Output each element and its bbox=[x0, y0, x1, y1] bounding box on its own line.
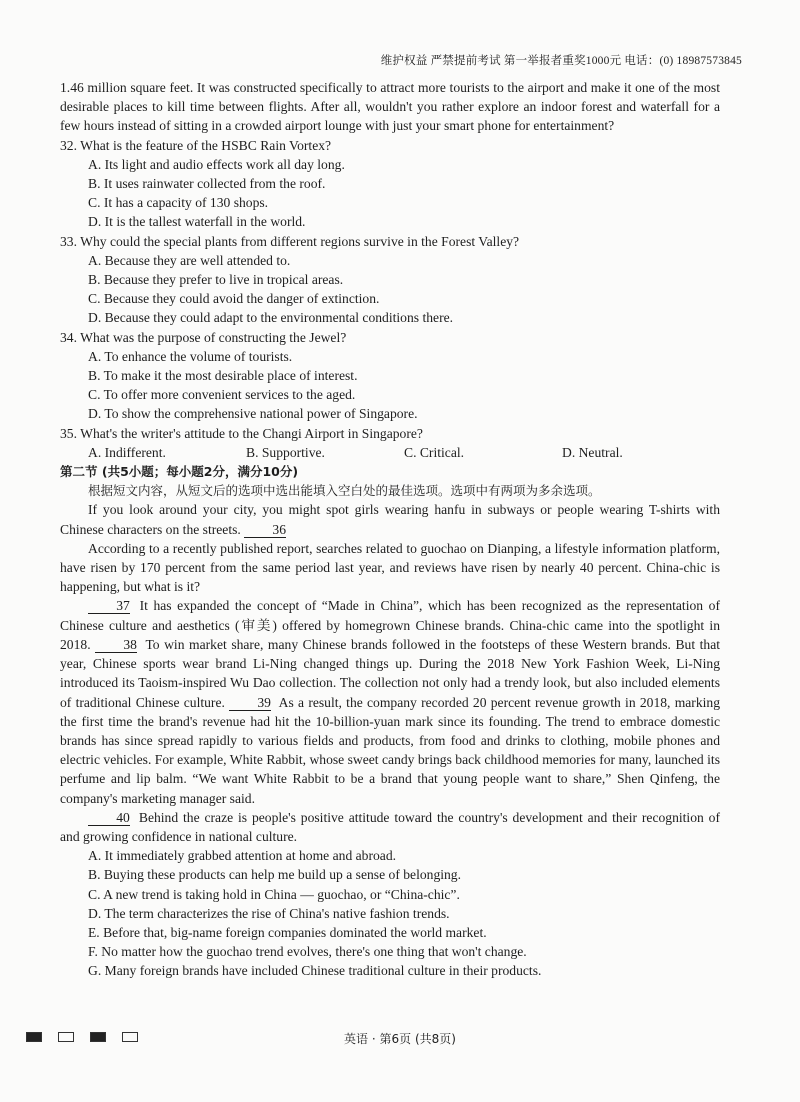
paragraph-text: Behind the craze is people's positive attitude toward the country's development and their recognition of and growing confidence in national culture. bbox=[60, 809, 720, 844]
question-stem: 35. What's the writer's attitude to the Changi Airport in Singapore? bbox=[60, 425, 423, 441]
option: B. Supportive. bbox=[246, 444, 325, 460]
choice: B. Buying these products can help me build up a sense of belonging. bbox=[88, 867, 462, 883]
option: D. Neutral. bbox=[562, 444, 623, 460]
choice: D. The term characterizes the rise of China's native fashion trends. bbox=[88, 905, 450, 921]
passage-tail: 1.46 million square feet. It was constructed specifically to attract more tourists to the airport and make it one of the most desirable places to kill time between flights. After all, wouldn't you rather explore an indoor forest and waterfall for a few hours instead of sitting in a crowded airport lounge with just your smart phone for entertainment? bbox=[60, 80, 720, 134]
question-stem: 34. What was the purpose of constructing the Jewel? bbox=[60, 329, 347, 345]
blank-39: 39 bbox=[229, 695, 271, 711]
option: C. Because they could avoid the danger of extinction. bbox=[88, 291, 380, 307]
page-header: 维护权益 严禁提前考试 第一举报者重奖1000元 电话：(0) 18987573845 bbox=[380, 55, 742, 67]
choice: E. Before that, big-name foreign companies dominated the world market. bbox=[88, 924, 487, 940]
option: A. Because they are well attended to. bbox=[88, 252, 291, 268]
option: A. To enhance the volume of tourists. bbox=[88, 348, 293, 364]
question-stem: 33. Why could the special plants from different regions survive in the Forest Valley? bbox=[60, 233, 520, 249]
choice: A. It immediately grabbed attention at home and abroad. bbox=[88, 848, 397, 864]
option: C. To offer more convenient services to the aged. bbox=[88, 387, 356, 403]
choice: F. No matter how the guochao trend evolves, there's one thing that won't change. bbox=[88, 944, 527, 960]
blank-40: 40 bbox=[88, 810, 130, 826]
paragraph-text: It has expanded the concept of “Made in China”, which has been recognized as the representation of Chinese culture and aesthetics (审美) offered by homegrown Chinese brands. China-chic came into the spotlight in 2018. bbox=[60, 598, 720, 652]
paragraph-text: If you look around your city, you might spot girls wearing hanfu in subways or people wearing T-shirts with Chinese characters on the streets. bbox=[60, 502, 720, 537]
option: C. Critical. bbox=[404, 444, 465, 460]
passage-paragraph: According to a recently published report, searches related to guochao on Dianping, a lifestyle information platform, have risen by 170 percent from the same period last year, and reviews have risen by nearly 40 percent. China-chic is happening, but what is it? bbox=[60, 540, 720, 595]
option: B. Because they prefer to live in tropical areas. bbox=[88, 272, 344, 288]
page-content bbox=[60, 78, 720, 981]
blank-36: 36 bbox=[244, 522, 286, 538]
section-title: 第二节 (共5小题；每小题2分，满分10分) bbox=[60, 464, 299, 480]
question-32 bbox=[60, 136, 720, 232]
passage-paragraph bbox=[60, 596, 720, 807]
question-35 bbox=[60, 424, 720, 462]
option-row bbox=[88, 443, 720, 462]
passage-paragraph bbox=[60, 808, 720, 846]
option: B. To make it the most desirable place of interest. bbox=[88, 368, 358, 384]
blank-37: 37 bbox=[88, 598, 130, 614]
option: A. Its light and audio effects work all day long. bbox=[88, 156, 345, 172]
choice: G. Many foreign brands have included Chinese traditional culture in their products. bbox=[88, 963, 542, 979]
answer-choices bbox=[60, 846, 720, 980]
question-stem: 32. What is the feature of the HSBC Rain Vortex? bbox=[60, 137, 332, 153]
paragraph-text: To win market share, many Chinese brands followed in the footsteps of these Western brands. But that year, Chinese sports wear brand Li-Ning changed things up. During the 2018 New York Fashion Week, Li-Ning introduced its Taoism-inspired Wu Dao collection. The collection not only had a trendy look, but also included elements of traditional Chinese culture. bbox=[60, 636, 721, 710]
blank-38: 38 bbox=[95, 637, 137, 653]
paragraph-text: As a result, the company recorded 20 percent revenue growth in 2018, marking the first time the brand's revenue had hit the 10-billion-yuan mark since its founding. The trend to embrace domestic brands has since spread rapidly to various fields and products, from food and drinks to clothing, mobile phones and electric vehicles. For example, White Rabbit, whose sweet candy brings back childhood memories for many, launched its perfume and lip balm. “We want White Rabbit to be a brand that young people want to share,” Shen Qinfeng, the company's marketing manager said. bbox=[60, 694, 721, 806]
question-33 bbox=[60, 232, 720, 328]
choice: C. A new trend is taking hold in China — guochao, or “China-chic”. bbox=[88, 886, 460, 902]
option: B. It uses rainwater collected from the roof. bbox=[88, 176, 326, 192]
option: C. It has a capacity of 130 shops. bbox=[88, 195, 269, 211]
option: A. Indifferent. bbox=[88, 444, 166, 460]
option: D. Because they could adapt to the environmental conditions there. bbox=[88, 310, 454, 326]
question-34 bbox=[60, 328, 720, 424]
option: D. To show the comprehensive national power of Singapore. bbox=[88, 406, 418, 422]
option: D. It is the tallest waterfall in the world. bbox=[88, 214, 306, 230]
page-footer: 英语 · 第6页 (共8页) bbox=[344, 1032, 456, 1046]
passage-paragraph bbox=[60, 500, 720, 538]
section-instruction: 根据短文内容，从短文后的选项中选出能填入空白处的最佳选项。选项中有两项为多余选项。 bbox=[88, 483, 601, 499]
